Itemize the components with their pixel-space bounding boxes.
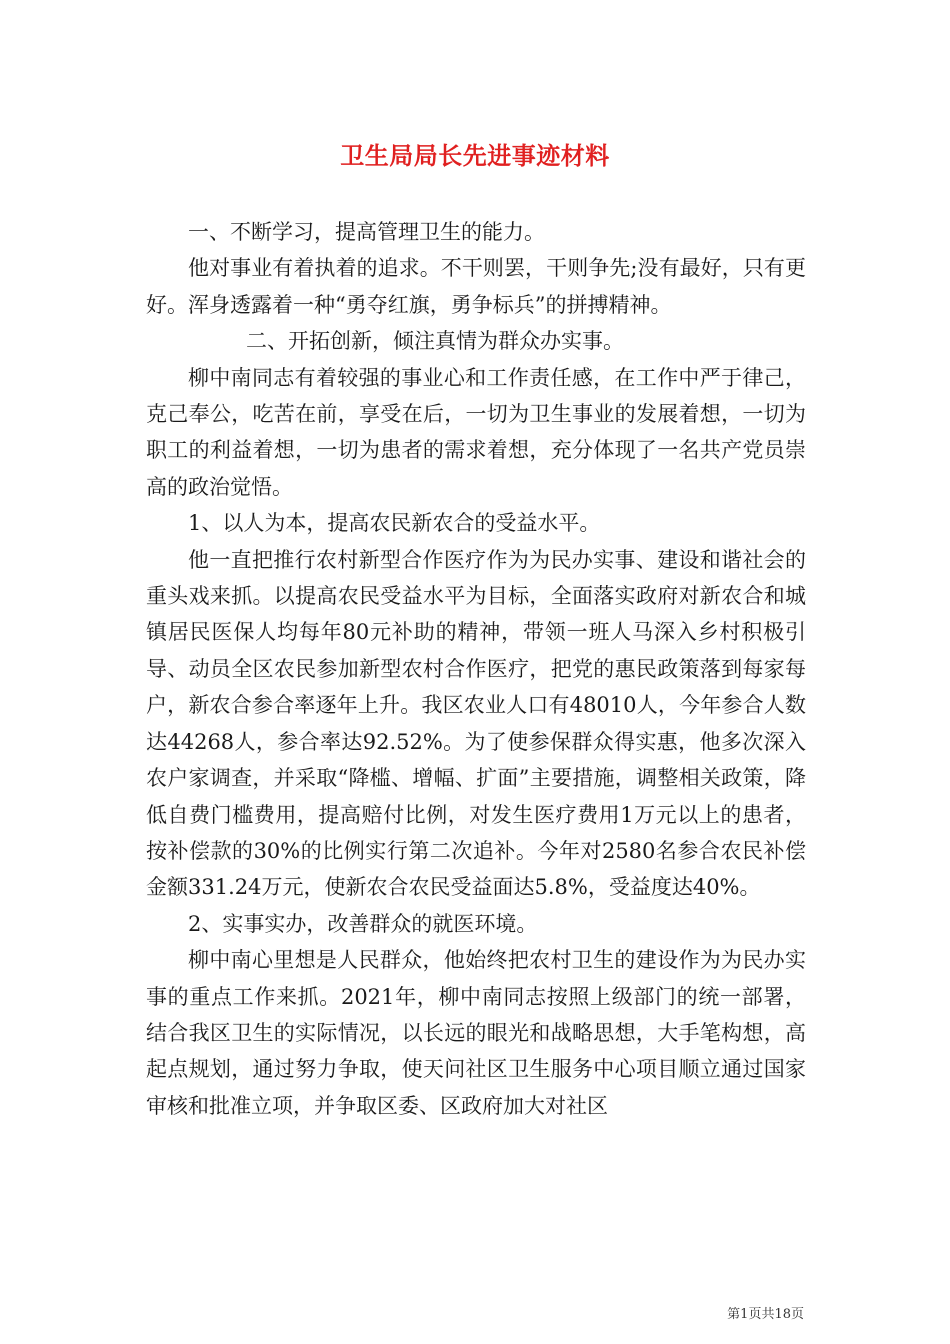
subsection-heading-2: 2、实事实办，改善群众的就医环境。 [188, 911, 538, 936]
paragraph: 他一直把推行农村新型合作医疗作为为民办实事、建设和谐社会的重头戏来抓。以提高农民受益水平为目标，全面落实政府对新农合和城镇居民医保人均每年80元补助的精神，带领一班人马深入乡村积极引导、动员全区农民参加新型农村合作医疗，把党的惠民政策落到每家每户，新农合参合率逐年上升。我区农业人口有48010人，今年参合人数达44268人，参合率达92.52%。为了使参保群众得实惠，他多次深入农户家调查，并采取“降槛、增幅、扩面”主要措施，调整相关政策，降低自费门槛费用，提高赔付比例，对发生医疗费用1万元以上的患者，按补偿款的30%的比例实行第二次追补。今年对2580名参合农民补偿金额331.24万元，使新农合农民受益面达5.8%，受益度达40%。 [146, 547, 806, 900]
document-title: 卫生局局长先进事迹材料 [340, 141, 610, 170]
paragraph: 柳中南同志有着较强的事业心和工作责任感，在工作中严于律己，克己奉公，吃苦在前，享受在后，一切为卫生事业的发展着想，一切为职工的利益着想，一切为患者的需求着想，充分体现了一名共产党员崇高的政治觉悟。 [146, 365, 806, 499]
section-heading-1: 一、不断学习，提高管理卫生的能力。 [188, 220, 545, 244]
document-body [146, 214, 806, 1124]
paragraph: 他对事业有着执着的追求。不干则罢，干则争先;没有最好，只有更好。浑身透露着一种“勇夺红旗，勇争标兵”的拼搏精神。 [146, 256, 806, 317]
section-heading-2: 二、开拓创新，倾注真情为群众办实事。 [246, 329, 624, 354]
paragraph: 柳中南心里想是人民群众，他始终把农村卫生的建设作为为民办实事的重点工作来抓。2021年，柳中南同志按照上级部门的统一部署，结合我区卫生的实际情况，以长远的眼光和战略思想，大手笔构想，高起点规划，通过努力争取，使天问社区卫生服务中心项目顺立通过国家审核和批准立项，并争取区委、区政府加大对社区 [146, 948, 806, 1118]
subsection-heading-1: 1、以人为本，提高农民新农合的受益水平。 [188, 511, 601, 536]
page-number-footer: 第1页共18页 [727, 1307, 804, 1322]
